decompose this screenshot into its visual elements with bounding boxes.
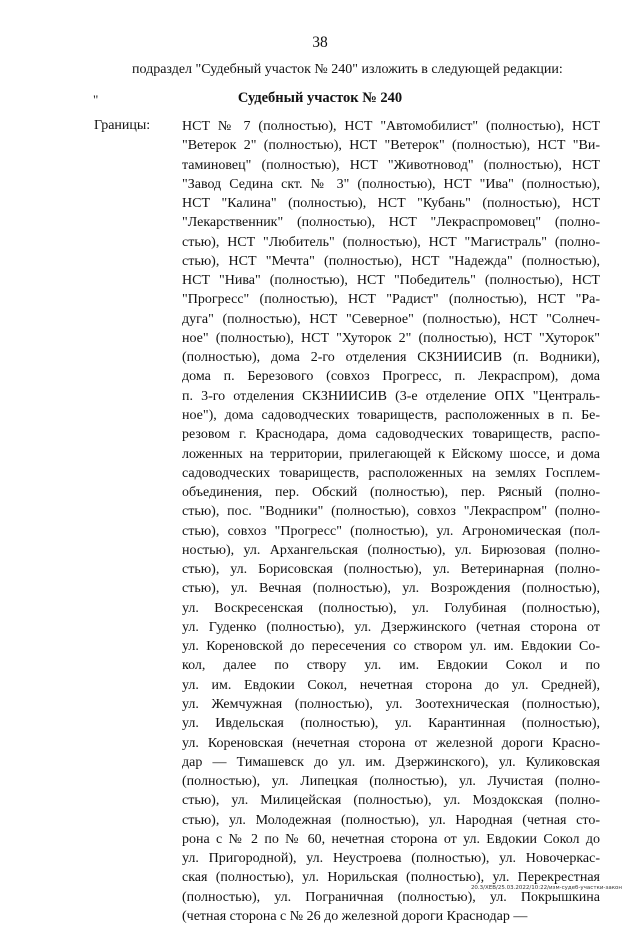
text-line: "Прогресс" (полностью), НСТ "Радист" (полностью), НСТ "Ра- <box>182 292 600 308</box>
text-line: ул. Воскресенская (полностью), ул. Голубиная (полностью), <box>182 600 600 616</box>
text-line: (полностью), ул. Пограничная (полностью), ул. Покрышкина <box>182 889 600 905</box>
text-line: кол, далее по створу ул. им. Евдокии Сокол и по <box>182 658 600 674</box>
text-line: стью), пос. "Водники" (полностью), совхоз "Лекраспром" (полно- <box>182 504 600 520</box>
text-line: (четная сторона с № 26 до железной дороги Краснодар — <box>182 908 528 924</box>
text-line: ская (полностью), ул. Норильская (полностью), ул. Перекрестная <box>182 870 600 886</box>
text-line: НСТ № 7 (полностью), НСТ "Автомобилист" (полностью), НСТ <box>182 119 600 134</box>
text-line: объединения, пер. Обский (полностью), пер. Рясный (полно- <box>182 485 600 501</box>
text-line: ул. Кореновская (нечетная сторона от железной дороги Красно- <box>182 735 600 751</box>
text-line: дар — Тимашевск до ул. им. Дзержинского), ул. Куликовская <box>182 754 600 770</box>
text-line: НСТ "Калина" (полностью), НСТ "Кубань" (полностью), НСТ <box>182 196 600 212</box>
text-line: стью), НСТ "Мечта" (полностью), НСТ "Надежда" (полностью), <box>182 253 600 269</box>
text-line: ул. Кореновской до пересечения со створом ул. им. Евдокии Со- <box>182 639 600 655</box>
text-line: ул. Гуденко (полностью), ул. Дзержинского (четная сторона от <box>182 619 600 635</box>
page-number: 38 <box>312 34 328 51</box>
opening-quote: " <box>93 92 99 107</box>
text-line: (полностью), ул. Липецкая (полностью), ул. Лучистая (полно- <box>182 774 600 790</box>
text-line: "Завод Седина скт. № 3" (полностью), НСТ "Ива" (полностью), <box>182 176 600 192</box>
text-line: стью), ул. Милицейская (полностью), ул. Моздокская (полно- <box>182 793 600 809</box>
text-line: "Лекарственник" (полностью), НСТ "Лекраспромовец" (полно- <box>182 215 600 231</box>
document-footer-code: 20.3/ХЕВ/25.03.2022/10:22/изм-судеб-участки-закон <box>470 885 622 891</box>
text-line: ное" (полностью), НСТ "Хуторок 2" (полностью), НСТ "Хуторок" <box>182 330 600 346</box>
intro-line: подраздел "Судебный участок № 240" изложить в следующей редакции: <box>132 62 563 77</box>
text-line: стью), совхоз "Прогресс" (полностью), ул. Агрономическая (пол- <box>182 523 600 539</box>
text-line: ул. Жемчужная (полностью), ул. Зоотехническая (полностью), <box>182 696 600 712</box>
text-line: дуга" (полностью), НСТ "Северное" (полностью), НСТ "Солнеч- <box>182 311 600 327</box>
text-line: стью), ул. Вечная (полностью), ул. Возрождения (полностью), <box>182 581 600 597</box>
text-line: дома п. Березового (совхоз Прогресс, п. Лекраспром), дома <box>182 369 600 385</box>
borders-label: Границы: <box>94 118 151 133</box>
text-line: ул. Ивдельская (полностью), ул. Карантинная (полностью), <box>182 716 600 732</box>
text-line: (полностью), дома 2-го отделения СКЗНИИСИВ (п. Водники), <box>182 350 600 366</box>
section-heading: Судебный участок № 240 <box>237 90 403 106</box>
text-line: "Ветерок 2" (полностью), НСТ "Ветерок" (полностью), НСТ "Ви- <box>182 138 600 154</box>
text-line: стью), ул. Молодежная (полностью), ул. Народная (четная сто- <box>182 812 600 828</box>
text-line: ул. Пригородной), ул. Неустроева (полностью), ул. Новочеркас- <box>182 851 600 867</box>
text-line: НСТ "Нива" (полностью), НСТ "Победитель" (полностью), НСТ <box>182 273 600 289</box>
text-line: стью), ул. Борисовская (полностью), ул. Ветеринарная (полно- <box>182 562 600 578</box>
text-line: п. 3-го отделения СКЗНИИСИВ (3-е отделение ОПХ "Централь- <box>182 388 600 404</box>
text-line: ное"), дома садоводческих товариществ, расположенных в п. Бе- <box>182 407 600 423</box>
borders-text <box>182 117 600 926</box>
text-line: ул. им. Евдокии Сокол, нечетная сторона до ул. Средней), <box>182 677 600 693</box>
text-line: ложенных на территории, прилегающей к Ейскому шоссе, и дома <box>182 446 600 462</box>
text-line: таминовец" (полностью), НСТ "Животновод" (полностью), НСТ <box>182 157 600 173</box>
text-line: рона с № 2 по № 60, нечетная сторона от ул. Евдокии Сокол до <box>182 831 600 847</box>
text-line: резовом г. Краснодара, дома садоводческих товариществ, распо- <box>182 427 600 443</box>
text-line: стью), НСТ "Любитель" (полностью), НСТ "Магистраль" (полно- <box>182 234 600 250</box>
text-line: ностью), ул. Архангельская (полностью), ул. Бирюзовая (полно- <box>182 542 600 558</box>
text-line: садоводческих товариществ, расположенных на землях Госплем- <box>182 465 600 481</box>
